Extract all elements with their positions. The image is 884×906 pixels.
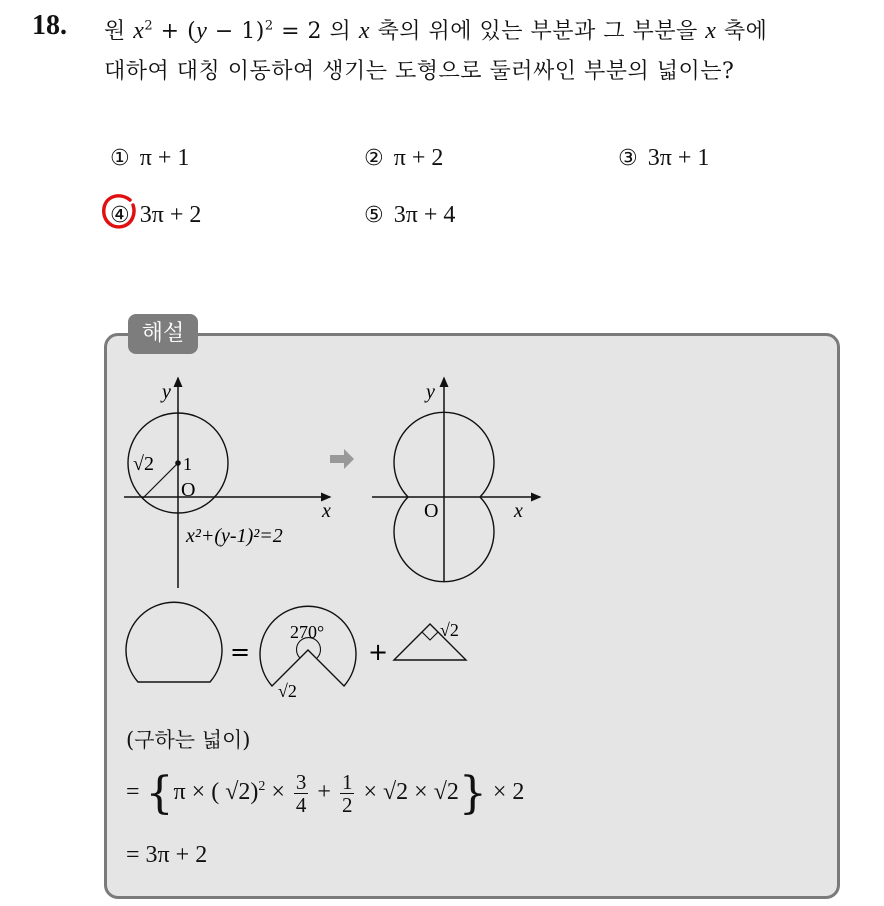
- decomp-radius-label: √2: [278, 681, 297, 701]
- decomp-angle-label: 270°: [290, 622, 325, 642]
- graph-1-x-label: x: [322, 500, 331, 522]
- question-line-2: 대하여 대칭 이동하여 생기는 도형으로 둘러싸인 부분의 넓이는?: [104, 59, 735, 84]
- graph-2-y-label: y: [426, 381, 435, 403]
- graph-1-radius-label: √2: [133, 453, 154, 475]
- graph-1-y-label: y: [162, 381, 171, 403]
- graph-1-point-label: 1: [183, 454, 192, 474]
- fraction-3-4: $\frac{3}{4}$: [295, 769, 307, 817]
- question-line-1: 원 $x^2 + (y - 1)^2 = 2$ 의 x 축의 위에 있는 부분과 그 부분을 x 축에: [104, 18, 768, 44]
- choice-2-expr: π + 2: [393, 145, 444, 171]
- fraction-1-2: $\frac{1}{2}$: [341, 769, 353, 817]
- decomp-equals: =: [230, 638, 251, 666]
- graph-1-equation: x²+(y-1)²=2: [186, 525, 283, 547]
- solution-expression: = {π × ( √2)$^2$ × $\frac{3}{4}$ + $\frac{1}{2}$ × √2 × √2} × 2: [126, 768, 525, 819]
- decomp-right-angle-mark: [422, 632, 438, 640]
- choice-5-expr: 3π + 4: [393, 202, 456, 228]
- decomp-cap-shape: [126, 602, 222, 682]
- graph-2-origin: O: [424, 500, 439, 522]
- choice-3-mark: ③: [618, 146, 638, 171]
- graph-2-x-label: x: [514, 500, 523, 522]
- choice-4-expr: 3π + 2: [139, 202, 202, 228]
- graph-1-origin: O: [181, 479, 196, 501]
- solution-answer: = 3π + 2: [126, 842, 208, 868]
- solution-area-label: (구하는 넓이): [126, 728, 251, 752]
- graph-1: [124, 378, 331, 588]
- transform-arrow-icon: [330, 449, 354, 469]
- decomp-sector-shape: [260, 606, 356, 686]
- decomposition: [126, 602, 466, 701]
- choice-4-mark: ④: [110, 203, 130, 228]
- choice-3-expr: 3π + 1: [647, 145, 710, 171]
- choice-1-mark: ①: [110, 146, 130, 171]
- solution-tag: 해설: [128, 314, 198, 354]
- choice-5-mark: ⑤: [364, 203, 384, 228]
- choice-2-mark: ②: [364, 146, 384, 171]
- question-number: 18.: [32, 10, 67, 41]
- graph-2: [372, 378, 540, 582]
- choice-1-expr: π + 1: [139, 145, 190, 171]
- decomp-side-label: √2: [440, 620, 459, 640]
- decomp-plus: +: [368, 638, 389, 666]
